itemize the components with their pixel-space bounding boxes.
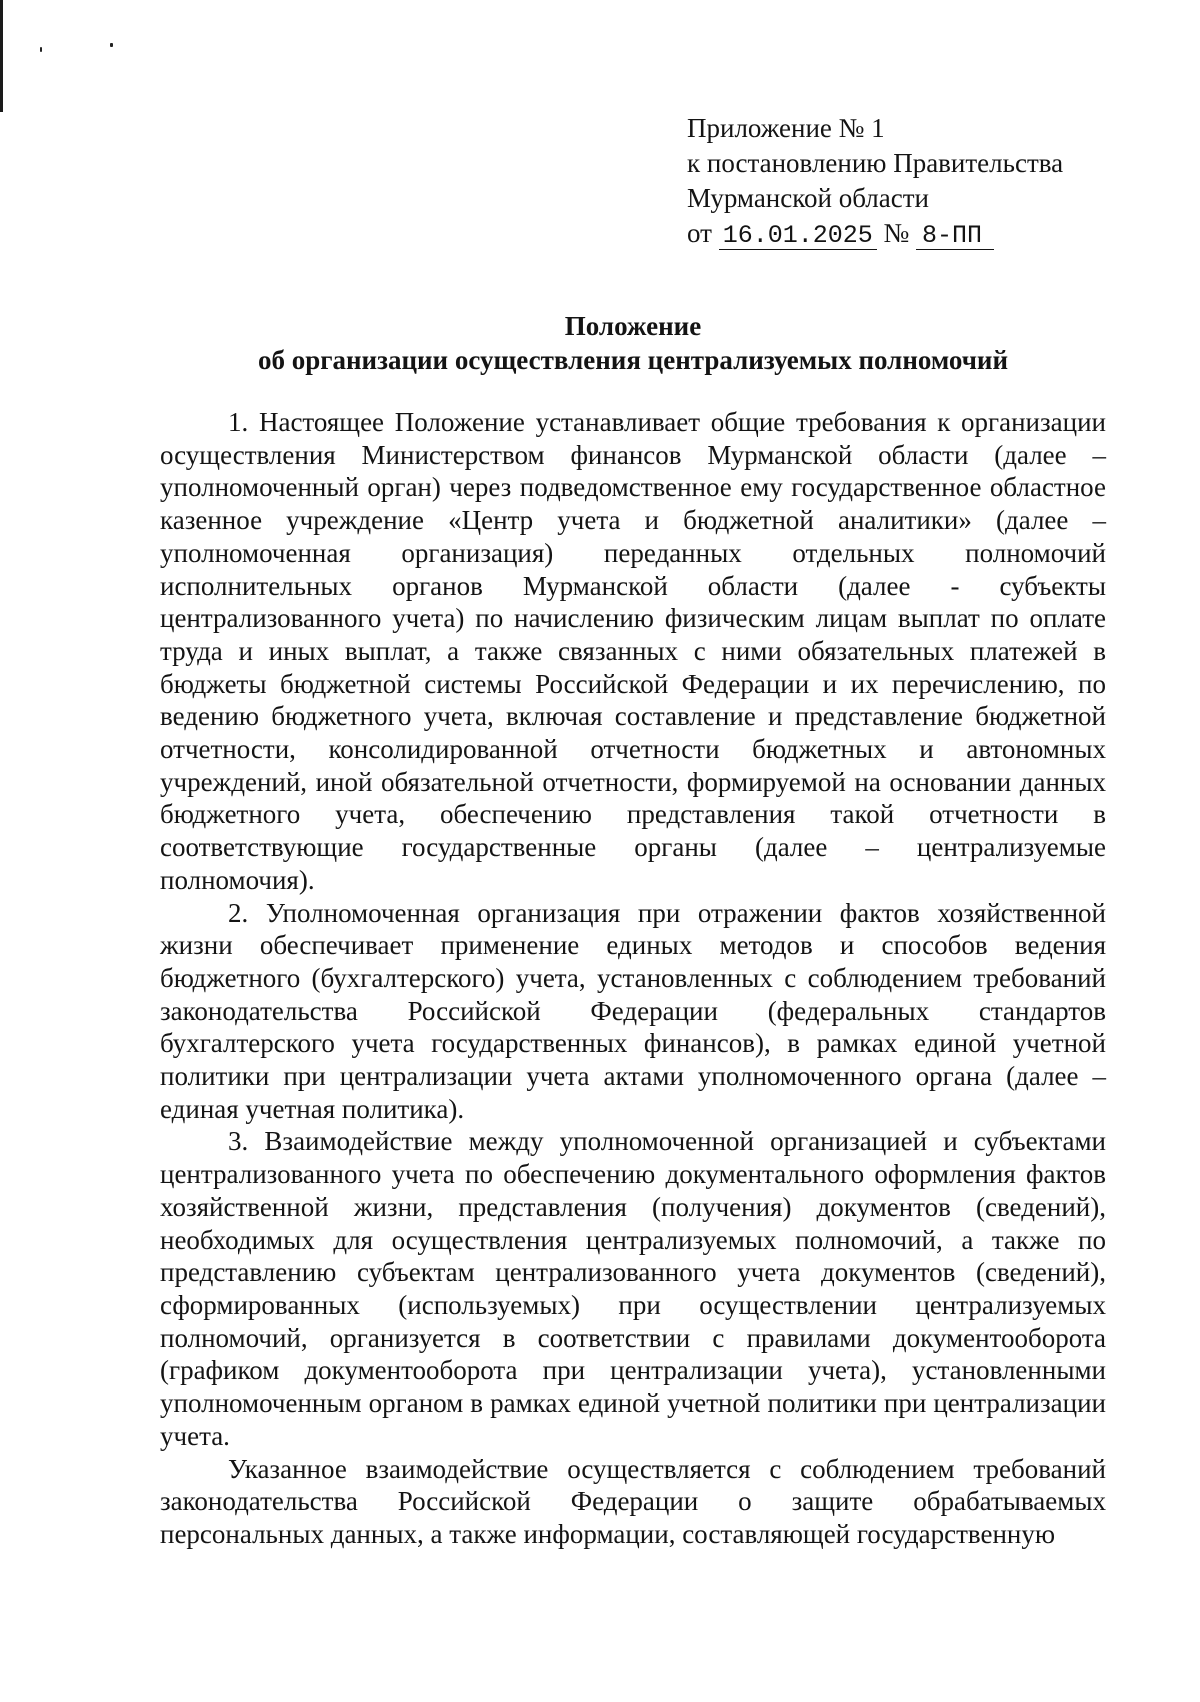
appendix-line-1: Приложение № 1 bbox=[687, 113, 885, 143]
appendix-line-3: Мурманской области bbox=[687, 183, 929, 213]
number-prefix: № bbox=[883, 218, 910, 248]
appendix-line-2: к постановлению Правительства bbox=[687, 148, 1064, 178]
resolution-date: 16.01.2025 bbox=[719, 223, 877, 250]
paragraph-4: Указанное взаимодействие осуществляется с соблюдением требований законодательства Российской Федерации о защите обрабатываемых персональных данных, а также информации, составляющей государственную bbox=[160, 1453, 1106, 1549]
document-title: Положение bbox=[564, 311, 702, 341]
date-prefix: от bbox=[687, 218, 712, 248]
resolution-number: 8-ПП bbox=[916, 223, 994, 250]
paragraph-2: 2. Уполномоченная организация при отражении фактов хозяйственной жизни обеспечивает применение единых методов и способов ведения бюджетного (бухгалтерского) учета, установленных с соблюдением требований законодательства Российской Федерации (федеральных стандартов бухгалтерского учета государственных финансов), в рамках единой учетной политики при централизации учета актами уполномоченного органа (далее – единая учетная политика). bbox=[160, 897, 1106, 1124]
paragraph-3: 3. Взаимодействие между уполномоченной организацией и субъектами централизованного учета по обеспечению документального оформления фактов хозяйственной жизни, представления (получения) документов (сведений), необходимых для осуществления централизуемых полномочий, а также по представлению субъектам централизованного учета документов (сведений), сформированных (используемых) при осуществлении централизуемых полномочий, организуется в соответствии с правилами документооборота (графиком документооборота при централизации учета), установленными уполномоченным органом в рамках единой учетной политики при централизации учета. bbox=[160, 1126, 1106, 1451]
scan-edge-mark bbox=[0, 0, 3, 112]
scan-speck bbox=[110, 43, 113, 47]
scan-speck bbox=[40, 47, 42, 52]
document-subtitle: об организации осуществления централизуемых полномочий bbox=[257, 345, 1009, 375]
document-body bbox=[160, 406, 1106, 1551]
appendix-date-line bbox=[687, 216, 1063, 251]
appendix-block bbox=[687, 111, 1063, 251]
paragraph-1: 1. Настоящее Положение устанавливает общие требования к организации осуществления Министерством финансов Мурманской области (далее – уполномоченный орган) через подведомственное ему государственное областное казенное учреждение «Центр учета и бюджетной аналитики» (далее – уполномоченная организация) переданных отдельных полномочий исполнительных органов Мурманской области (далее - субъекты централизованного учета) по начислению физическим лицам выплат по оплате труда и иных выплат, а также связанных с ними обязательных платежей в бюджеты бюджетной системы Российской Федерации и их перечислению, по ведению бюджетного учета, включая составление и представление бюджетной отчетности, консолидированной отчетности бюджетных и автономных учреждений, иной обязательной отчетности, формируемой на основании данных бюджетного учета, обеспечению представления такой отчетности в соответствующие государственные органы (далее – централизуемые полномочия). bbox=[160, 407, 1106, 895]
